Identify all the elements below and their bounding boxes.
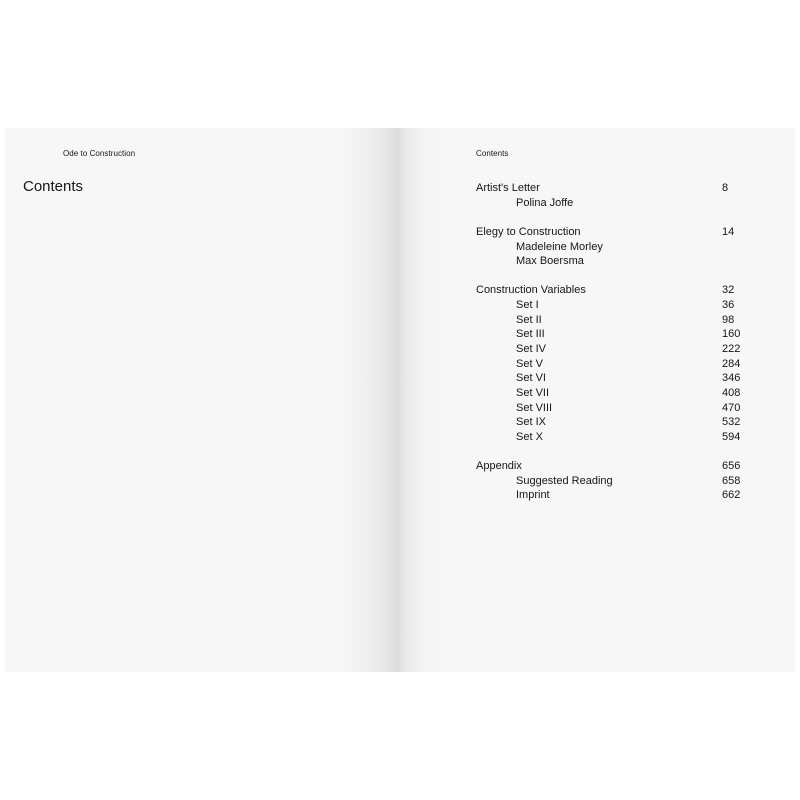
toc-section-title: Elegy to Construction xyxy=(476,225,581,238)
toc-page-number: 346 xyxy=(722,372,741,385)
toc-entry xyxy=(476,196,746,211)
toc-section-title: Construction Variables xyxy=(476,284,586,297)
toc-entry xyxy=(476,386,746,401)
toc-section-title: Appendix xyxy=(476,460,522,473)
toc-entry-label: Set I xyxy=(516,299,539,312)
toc-entry xyxy=(476,371,746,386)
toc-section-heading xyxy=(476,459,746,474)
toc-section xyxy=(476,283,746,444)
right-page xyxy=(397,128,795,672)
toc-section xyxy=(476,225,746,269)
toc-section xyxy=(476,181,746,210)
left-page xyxy=(5,128,397,672)
toc-page-number: 36 xyxy=(722,299,735,312)
table-of-contents xyxy=(476,181,746,518)
toc-entry-label: Set VIII xyxy=(516,401,553,414)
toc-entry xyxy=(476,488,746,503)
toc-entry xyxy=(476,430,746,445)
toc-page-number: 594 xyxy=(722,430,741,443)
toc-entry-label: Max Boersma xyxy=(516,255,584,268)
toc-page-number: 222 xyxy=(722,342,741,355)
toc-entry xyxy=(476,240,746,255)
toc-section xyxy=(476,459,746,503)
toc-entry-label: Imprint xyxy=(516,489,550,502)
toc-section-heading xyxy=(476,181,746,196)
book-spread xyxy=(5,128,795,672)
toc-entry-label: Set X xyxy=(516,430,543,443)
toc-page-number: 658 xyxy=(722,474,741,487)
running-head-left: Ode to Construction xyxy=(63,149,136,158)
toc-entry-label: Set II xyxy=(516,313,542,326)
toc-page-number: 8 xyxy=(722,182,729,194)
toc-section-title: Artist's Letter xyxy=(476,182,540,194)
toc-entry-label: Set III xyxy=(516,328,545,341)
running-head-right: Contents xyxy=(476,149,509,158)
toc-entry xyxy=(476,357,746,372)
toc-entry-label: Set IX xyxy=(516,416,546,429)
toc-page-number: 532 xyxy=(722,416,741,429)
toc-page-number: 160 xyxy=(722,328,741,341)
toc-entry-label: Set IV xyxy=(516,342,546,355)
toc-entry xyxy=(476,415,746,430)
toc-page-number: 14 xyxy=(722,225,735,238)
toc-section-heading xyxy=(476,283,746,298)
toc-entry-label: Polina Joffe xyxy=(516,196,574,209)
toc-page-number: 662 xyxy=(722,489,741,502)
toc-entry-label: Set VII xyxy=(516,386,550,399)
toc-entry xyxy=(476,254,746,269)
toc-entry-label: Suggested Reading xyxy=(516,474,613,487)
toc-entry-label: Set V xyxy=(516,357,543,370)
toc-page-number: 284 xyxy=(722,357,741,370)
toc-page-number: 32 xyxy=(722,284,735,297)
toc-page-number: 470 xyxy=(722,401,741,414)
toc-entry-label: Set VI xyxy=(516,372,546,385)
page-title: Contents xyxy=(23,178,84,195)
toc-entry xyxy=(476,313,746,328)
toc-page-number: 408 xyxy=(722,386,741,399)
toc-entry xyxy=(476,298,746,313)
toc-entry-label: Madeleine Morley xyxy=(516,240,603,253)
toc-page-number: 98 xyxy=(722,313,735,326)
toc-page-number: 656 xyxy=(722,460,741,473)
toc-entry xyxy=(476,342,746,357)
toc-entry xyxy=(476,474,746,489)
toc-entry xyxy=(476,327,746,342)
toc-section-heading xyxy=(476,225,746,240)
toc-entry xyxy=(476,401,746,416)
